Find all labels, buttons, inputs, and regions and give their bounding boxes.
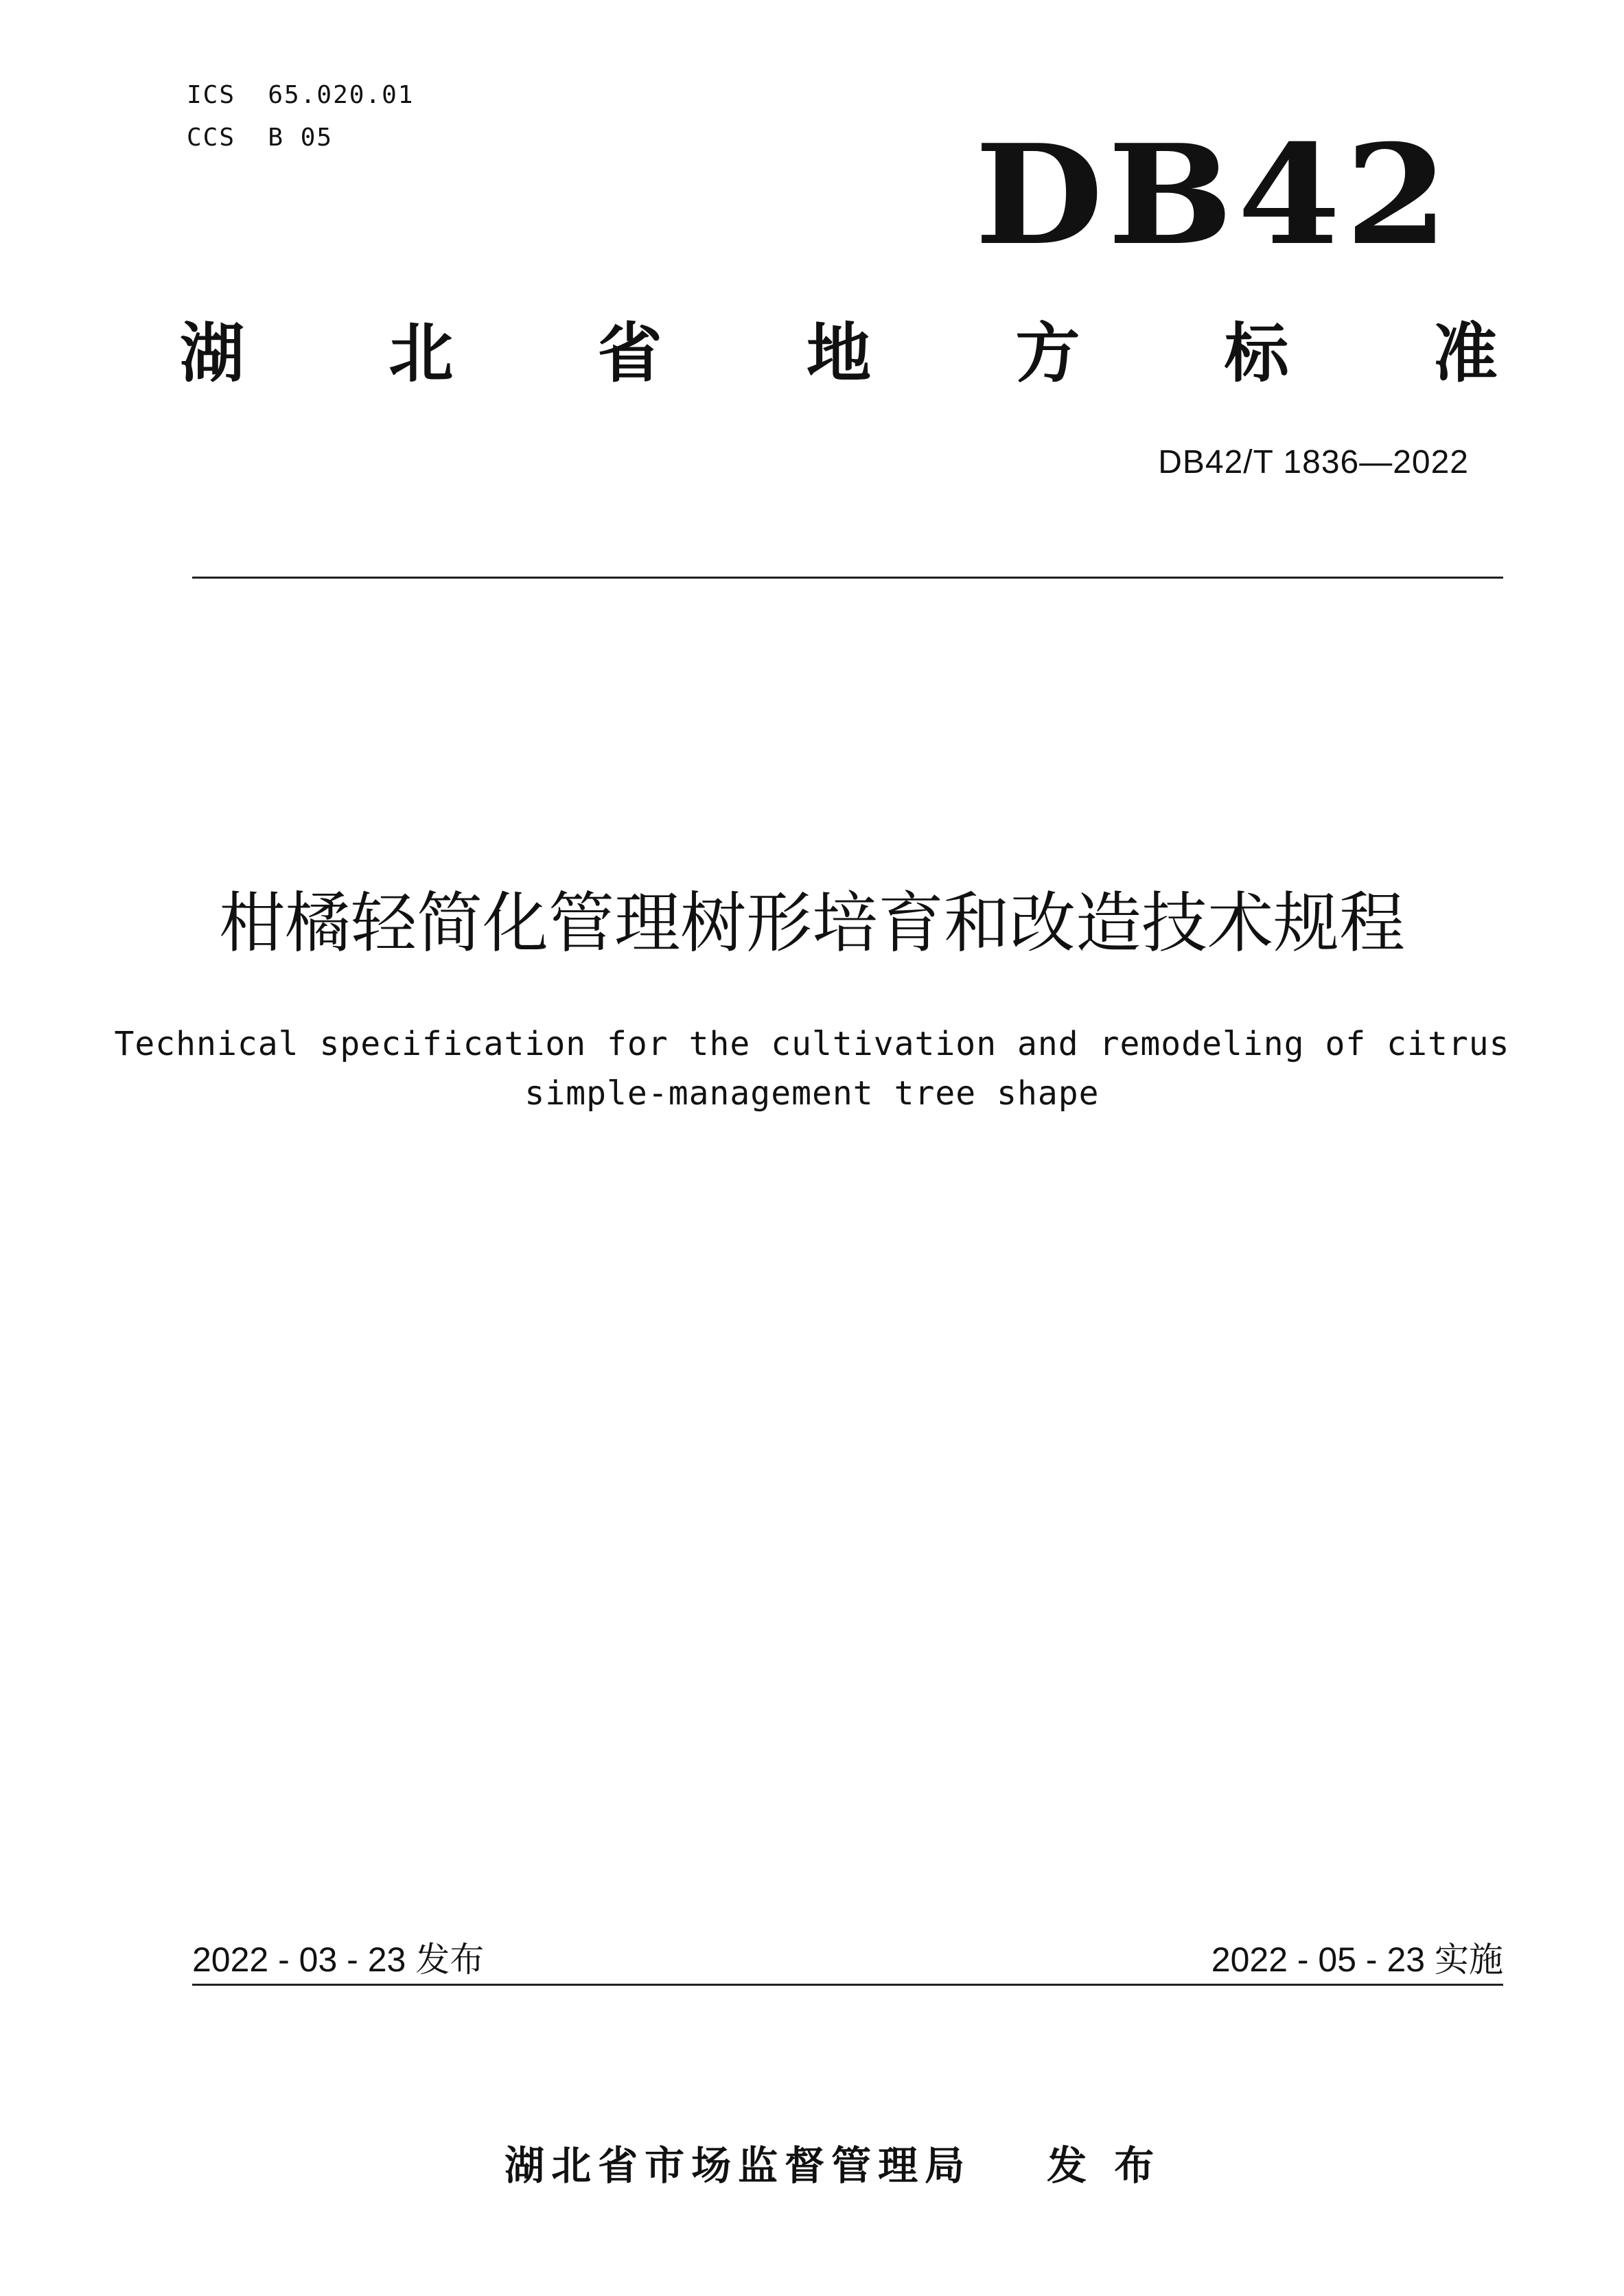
- standard-code: DB42/T 1836—2022: [1158, 444, 1469, 480]
- issuer-name: 湖北省市场监督管理局: [504, 2142, 972, 2189]
- standard-type-char: 标: [1224, 316, 1289, 391]
- title-english: [0, 1019, 1624, 1118]
- ccs-code: CCS B 05: [187, 124, 334, 152]
- standard-type-char: 省: [597, 316, 662, 391]
- title-english-line-2: simple-management tree shape: [524, 1074, 1100, 1113]
- standard-type-char: 北: [388, 316, 454, 391]
- issuer-action: 发 布: [1047, 2142, 1161, 2189]
- implement-date: 2022 - 05 - 23 实施: [1211, 1940, 1503, 1979]
- title-english-line-1: Technical specification for the cultivation and remodeling of citrus: [114, 1025, 1510, 1063]
- issuer-line: [0, 2087, 1624, 2191]
- bottom-divider: [192, 1984, 1503, 1986]
- title-chinese: 柑橘轻简化管理树形培育和改造技术规程: [219, 885, 1405, 962]
- standard-type-char: 方: [1015, 316, 1080, 391]
- standard-type-char: 地: [806, 316, 871, 391]
- standard-type-char: 湖: [180, 316, 245, 391]
- publish-date: 2022 - 03 - 23 发布: [192, 1940, 485, 1979]
- standard-type-heading: [180, 316, 1498, 391]
- standard-type-char: 准: [1432, 316, 1498, 391]
- top-divider: [192, 577, 1503, 579]
- ics-code: ICS 65.020.01: [187, 81, 415, 109]
- standard-mark: DB42: [975, 115, 1453, 276]
